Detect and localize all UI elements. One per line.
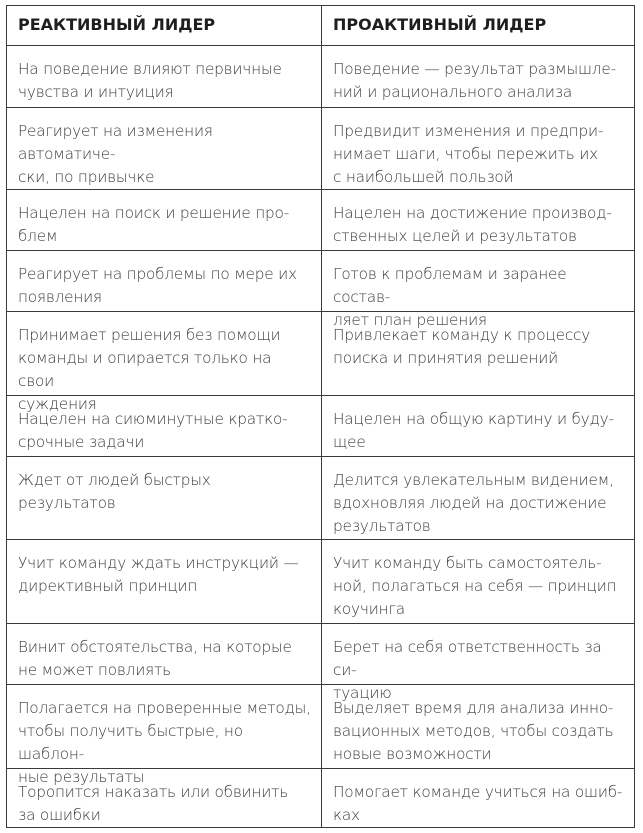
cell-line: директивный принцип bbox=[18, 577, 198, 595]
proactive-cell bbox=[322, 251, 634, 329]
header-reactive-leader: РЕАКТИВНЫЙ ЛИДЕР bbox=[7, 6, 322, 45]
table-row bbox=[7, 45, 634, 107]
cell-line: Учит команду ждать инструкций — bbox=[18, 554, 299, 572]
cell-line: результатов bbox=[333, 517, 431, 535]
cell-line: Нацелен на общую картину и буду- bbox=[333, 410, 614, 428]
proactive-cell bbox=[322, 769, 634, 827]
reactive-cell bbox=[7, 685, 322, 786]
cell-line: ках bbox=[333, 806, 360, 824]
cell-line: Нацелен на поиск и решение про- bbox=[18, 204, 290, 222]
cell-line: ные результаты bbox=[18, 768, 145, 786]
proactive-cell bbox=[322, 108, 634, 189]
cell-line: коучинга bbox=[333, 600, 405, 618]
table-row bbox=[7, 395, 634, 456]
cell-line: не может повлиять bbox=[18, 661, 171, 679]
cell-line: срочные задачи bbox=[18, 433, 145, 451]
proactive-cell bbox=[322, 46, 634, 107]
cell-line: Нацелен на достижение производ- bbox=[333, 204, 612, 222]
comparison-table bbox=[6, 5, 635, 828]
reactive-cell bbox=[7, 540, 322, 623]
table-row bbox=[7, 539, 634, 623]
cell-line: Полагается на проверенные методы, bbox=[18, 699, 311, 717]
cell-line: Берет на себя ответственность за си- bbox=[333, 638, 602, 679]
cell-line: Помогает команде учиться на ошиб- bbox=[333, 783, 623, 801]
proactive-cell bbox=[322, 540, 634, 623]
table-row bbox=[7, 107, 634, 189]
cell-line: чтобы получить быстрые, но шаблон- bbox=[18, 722, 243, 763]
cell-line: команды и опирается только на свои bbox=[18, 349, 272, 390]
table-header-row bbox=[7, 6, 634, 45]
proactive-cell bbox=[322, 624, 634, 702]
reactive-cell bbox=[7, 46, 322, 107]
cell-line: туацию bbox=[333, 684, 392, 702]
cell-line: вационных методов, чтобы создать bbox=[333, 722, 614, 740]
cell-line: суждения bbox=[18, 395, 97, 413]
cell-line: Нацелен на сиюминутные кратко- bbox=[18, 410, 288, 428]
cell-line: Торопится наказать или обвинить bbox=[18, 783, 289, 801]
cell-line: новые возможности bbox=[333, 745, 492, 763]
reactive-cell bbox=[7, 624, 322, 684]
cell-line: Винит обстоятельства, на которые bbox=[18, 638, 292, 656]
cell-line: Выделяет время для анализа инно- bbox=[333, 699, 614, 717]
cell-line: ски, по привычке bbox=[18, 168, 155, 186]
reactive-cell bbox=[7, 312, 322, 413]
table-row bbox=[7, 768, 634, 827]
proactive-cell bbox=[322, 396, 634, 456]
cell-line: Поведение — результат размышле- bbox=[333, 60, 616, 78]
cell-line: за ошибки bbox=[18, 806, 101, 824]
cell-line: щее bbox=[333, 433, 366, 451]
cell-line: Реагирует на изменения автоматиче- bbox=[18, 122, 213, 163]
reactive-cell bbox=[7, 769, 322, 827]
reactive-cell bbox=[7, 396, 322, 456]
cell-line: чувства и интуиция bbox=[18, 83, 174, 101]
reactive-cell bbox=[7, 251, 322, 311]
proactive-cell bbox=[322, 312, 634, 395]
proactive-cell bbox=[322, 190, 634, 250]
table-row bbox=[7, 189, 634, 250]
cell-line: Готов к проблемам и заранее состав- bbox=[333, 265, 567, 306]
reactive-cell bbox=[7, 457, 322, 539]
cell-line: с наибольшей пользой bbox=[333, 168, 514, 186]
cell-line: Делится увлекательным видением, bbox=[333, 471, 614, 489]
cell-line: Привлекает команду к процессу bbox=[333, 326, 591, 344]
table-row bbox=[7, 623, 634, 702]
reactive-cell bbox=[7, 190, 322, 250]
cell-line: нимает шаги, чтобы пережить их bbox=[333, 145, 598, 163]
cell-line: Принимает решения без помощи bbox=[18, 326, 281, 344]
cell-line: поиска и принятия решений bbox=[333, 349, 559, 367]
cell-line: На поведение влияют первичные bbox=[18, 60, 282, 78]
cell-line: ний и рационального анализа bbox=[333, 83, 572, 101]
header-proactive-leader: ПРОАКТИВНЫЙ ЛИДЕР bbox=[333, 15, 547, 34]
cell-line: вдохновляя людей на достижение bbox=[333, 494, 607, 512]
reactive-cell bbox=[7, 108, 322, 189]
cell-line: Предвидит изменения и предпри- bbox=[333, 122, 604, 140]
cell-line: блем bbox=[18, 227, 58, 245]
table-row bbox=[7, 684, 634, 786]
proactive-cell bbox=[322, 457, 634, 539]
cell-line: ственных целей и результатов bbox=[333, 227, 577, 245]
cell-line: Учит команду быть самостоятель- bbox=[333, 554, 602, 572]
table-row bbox=[7, 456, 634, 539]
cell-line: ной, полагаться на себя — принцип bbox=[333, 577, 617, 595]
table-row bbox=[7, 250, 634, 329]
cell-line: ляет план решения bbox=[333, 311, 487, 329]
proactive-cell bbox=[322, 685, 634, 768]
cell-line: Реагирует на проблемы по мере их bbox=[18, 265, 297, 283]
cell-line: Ждет от людей быстрых результатов bbox=[18, 471, 211, 512]
table-row bbox=[7, 311, 634, 413]
cell-line: появления bbox=[18, 288, 102, 306]
